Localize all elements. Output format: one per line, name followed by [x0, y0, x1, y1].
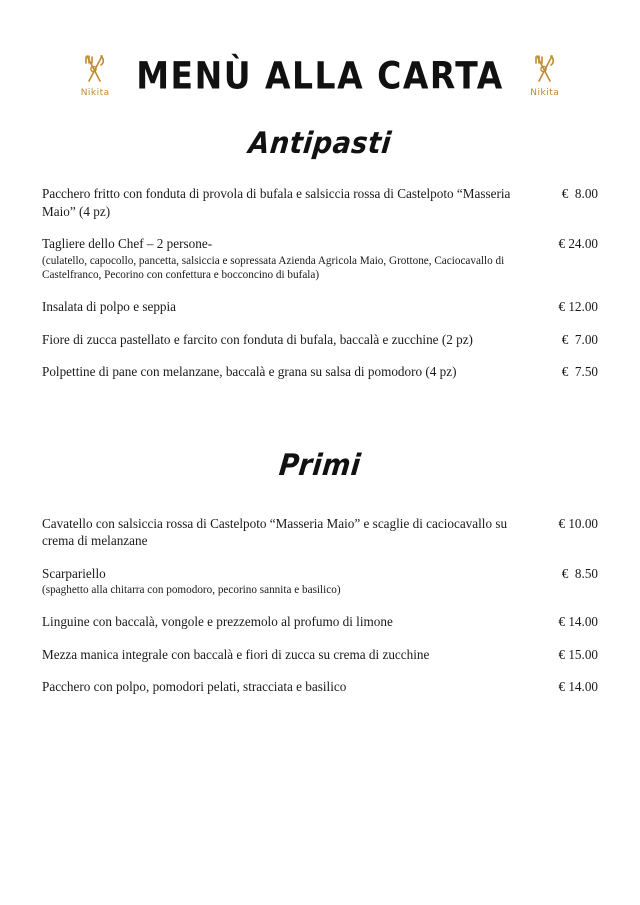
menu-item-price: € 14.00 [558, 679, 598, 695]
section-title: Primi [277, 448, 363, 483]
menu-item-price: € 7.50 [561, 364, 598, 380]
menu-item-text [42, 298, 544, 316]
menu-item-text [42, 363, 544, 381]
fork-knife-icon [530, 53, 560, 87]
logo-wordmark: Nikita [530, 87, 560, 98]
logo-wordmark: Nikita [80, 87, 110, 98]
menu-item-name: Pacchero fritto con fonduta di provola di bufala e salsiccia rossa di Castelpoto “Masseria Maio” (4 pz) [42, 186, 511, 219]
menu-item-name: Mezza manica integrale con baccalà e fiori di zucca su crema di zucchine [42, 646, 430, 662]
menu-item [42, 363, 598, 381]
menu-item-name: Pacchero con polpo, pomodori pelati, stracciata e basilico [42, 679, 347, 695]
menu-item-price: € 7.00 [561, 331, 598, 347]
menu-item-text [42, 235, 544, 283]
antipasti-item-list [42, 185, 598, 381]
menu-item-price: € 12.00 [558, 299, 598, 315]
menu-item-text [42, 613, 544, 631]
menu-header [42, 0, 598, 110]
menu-item-name: Polpettine di pane con melanzane, baccalà e grana su salsa di pomodoro (4 pz) [42, 364, 457, 380]
menu-item-text [42, 678, 544, 696]
menu-item-price: € 24.00 [558, 236, 598, 252]
menu-item [42, 185, 598, 220]
page-title: MENÙ ALLA CARTA [136, 53, 504, 97]
primi-item-list [42, 515, 598, 696]
menu-item-text [42, 565, 544, 598]
nikita-logo-right [522, 53, 568, 98]
header-spacer [42, 110, 598, 128]
menu-item-name: Insalata di polpo e seppia [42, 299, 177, 315]
menu-item [42, 515, 598, 550]
menu-item-text [42, 646, 544, 664]
section-spacer [42, 396, 598, 450]
menu-item [42, 565, 598, 598]
menu-item-price: € 15.00 [558, 646, 598, 662]
menu-item [42, 235, 598, 283]
menu-item [42, 613, 598, 631]
menu-item-price: € 10.00 [558, 515, 598, 531]
menu-item [42, 298, 598, 316]
nikita-logo-left [72, 53, 118, 98]
menu-item-name: Scarpariello [42, 565, 106, 581]
section-title: Antipasti [246, 126, 394, 161]
menu-item-name: Cavatello con salsiccia rossa di Castelpoto “Masseria Maio” e scaglie di caciocavallo su crema di melanzane [42, 515, 508, 549]
menu-item-price: € 8.50 [561, 565, 598, 581]
section-antipasti [42, 128, 598, 381]
menu-item [42, 678, 598, 696]
menu-item-text [42, 185, 544, 220]
menu-item-price: € 14.00 [558, 614, 598, 630]
menu-item-description: (spaghetto alla chitarra con pomodoro, pecorino sannita e basilico) [42, 584, 341, 597]
menu-item-name: Linguine con baccalà, vongole e prezzemolo al profumo di limone [42, 614, 393, 630]
fork-knife-icon [80, 53, 110, 87]
menu-item-description: (culatello, capocollo, pancetta, salsiccia e sopressata Azienda Agricola Maio, Grottone, Caciocavallo di Castelfranco, Pecorino con confettura e bocconcino di bufala) [42, 254, 505, 282]
menu-item-name: Tagliere dello Chef – 2 persone- [42, 236, 213, 252]
menu-item-name: Fiore di zucca pastellato e farcito con fonduta di bufala, baccalà e zucchine (2 pz) [42, 331, 473, 347]
section-primi [42, 450, 598, 696]
menu-item-text [42, 515, 544, 550]
menu-item [42, 646, 598, 664]
menu-item-price: € 8.00 [561, 186, 598, 201]
menu-item [42, 331, 598, 349]
menu-item-text [42, 331, 544, 349]
